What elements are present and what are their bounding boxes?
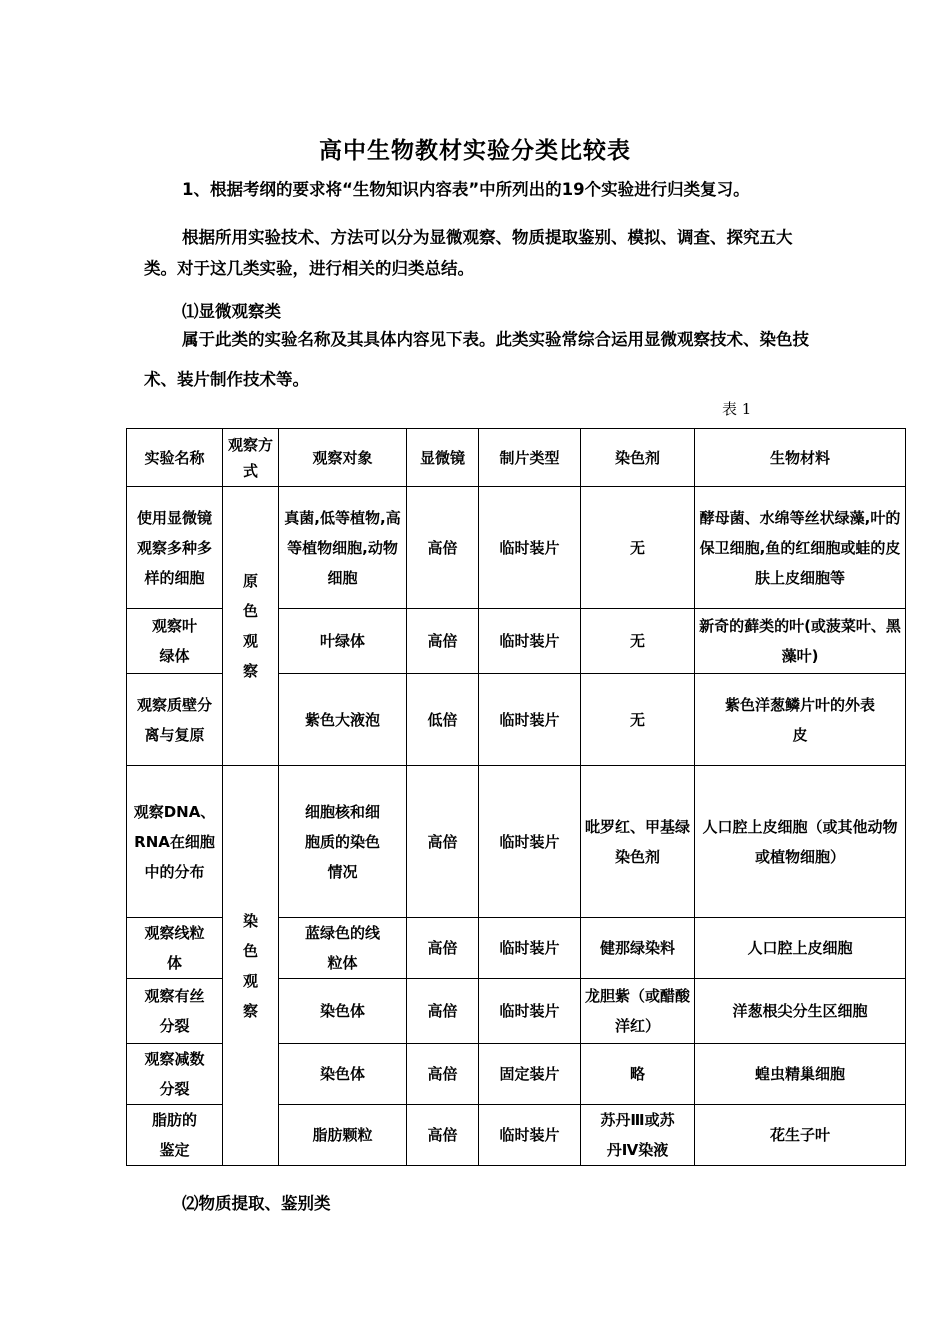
slide-type: 临时装片	[479, 766, 581, 918]
experiment-name: 观察DNA、RNA在细胞中的分布	[127, 766, 223, 918]
microscope: 低倍	[407, 674, 479, 766]
observation-target: 真菌,低等植物,高等植物细胞,动物细胞	[279, 487, 407, 609]
table-row	[127, 487, 906, 609]
experiment-name: 观察质壁分离与复原	[127, 674, 223, 766]
intro-paragraph-2: 根据所用实验技术、方法可以分为显微观察、物质提取鉴别、模拟、调查、探究五大类。对于这几类实验，进行相关的归类总结。	[144, 228, 793, 278]
header-cell: 观察方式	[223, 429, 279, 487]
observation-target: 细胞核和细胞质的染色情况	[279, 766, 407, 918]
experiment-name: 观察线粒体	[127, 918, 223, 979]
table-caption: 表 1	[722, 400, 752, 418]
header-cell: 染色剂	[581, 429, 695, 487]
slide-type: 临时装片	[479, 674, 581, 766]
section-2-heading: ⑵物质提取、鉴别类	[182, 1194, 331, 1213]
page-title: 高中生物教材实验分类比较表	[319, 138, 631, 164]
microscope: 高倍	[407, 487, 479, 609]
experiment-name: 观察叶绿体	[127, 609, 223, 674]
experiment-name: 观察减数分裂	[127, 1044, 223, 1105]
stain: 无	[581, 674, 695, 766]
microscope: 高倍	[407, 609, 479, 674]
stain: 无	[581, 609, 695, 674]
slide-type: 临时装片	[479, 979, 581, 1044]
observation-target: 紫色大液泡	[279, 674, 407, 766]
microscope: 高倍	[407, 1105, 479, 1166]
microscope: 高倍	[407, 766, 479, 918]
stain: 龙胆紫（或醋酸洋红）	[581, 979, 695, 1044]
section-1-text: 属于此类的实验名称及其具体内容见下表。此类实验常综合运用显微观察技术、染色技术、装片制作技术等。	[144, 330, 809, 389]
experiment-name: 观察有丝分裂	[127, 979, 223, 1044]
material: 新奇的藓类的叶(或菠菜叶、黑藻叶)	[695, 609, 906, 674]
slide-type: 临时装片	[479, 609, 581, 674]
table-header-row	[127, 429, 906, 487]
header-cell: 实验名称	[127, 429, 223, 487]
experiment-name: 使用显微镜观察多种多样的细胞	[127, 487, 223, 609]
header-cell: 生物材料	[695, 429, 906, 487]
microscope: 高倍	[407, 1044, 479, 1105]
header-cell: 显微镜	[407, 429, 479, 487]
material: 人口腔上皮细胞	[695, 918, 906, 979]
material: 花生子叶	[695, 1105, 906, 1166]
microscope: 高倍	[407, 979, 479, 1044]
experiment-name: 脂肪的鉴定	[127, 1105, 223, 1166]
observation-target: 蓝绿色的线粒体	[279, 918, 407, 979]
stain: 略	[581, 1044, 695, 1105]
stain: 健那绿染料	[581, 918, 695, 979]
material: 洋葱根尖分生区细胞	[695, 979, 906, 1044]
observation-target: 染色体	[279, 1044, 407, 1105]
microscope: 高倍	[407, 918, 479, 979]
table-row	[127, 766, 906, 918]
header-cell: 制片类型	[479, 429, 581, 487]
stain: 吡罗红、甲基绿染色剂	[581, 766, 695, 918]
slide-type: 临时装片	[479, 918, 581, 979]
observation-target: 染色体	[279, 979, 407, 1044]
section-1-heading: ⑴显微观察类	[182, 302, 281, 321]
observation-method-group: 原 色 观 察	[223, 487, 279, 766]
slide-type: 临时装片	[479, 487, 581, 609]
stain: 无	[581, 487, 695, 609]
observation-method-group: 染 色 观 察	[223, 766, 279, 1166]
intro-paragraph-1: 1、根据考纲的要求将“生物知识内容表”中所列出的19个实验进行归类复习。	[182, 180, 750, 199]
material: 酵母菌、水绵等丝状绿藻,叶的保卫细胞,鱼的红细胞或蛙的皮肤上皮细胞等	[695, 487, 906, 609]
header-cell: 观察对象	[279, 429, 407, 487]
slide-type: 临时装片	[479, 1105, 581, 1166]
material: 人口腔上皮细胞（或其他动物或植物细胞）	[695, 766, 906, 918]
stain: 苏丹Ⅲ或苏丹Ⅳ染液	[581, 1105, 695, 1166]
observation-target: 叶绿体	[279, 609, 407, 674]
material: 紫色洋葱鳞片叶的外表皮	[695, 674, 906, 766]
slide-type: 固定装片	[479, 1044, 581, 1105]
material: 蝗虫精巢细胞	[695, 1044, 906, 1105]
experiment-table	[126, 428, 906, 1166]
observation-target: 脂肪颗粒	[279, 1105, 407, 1166]
